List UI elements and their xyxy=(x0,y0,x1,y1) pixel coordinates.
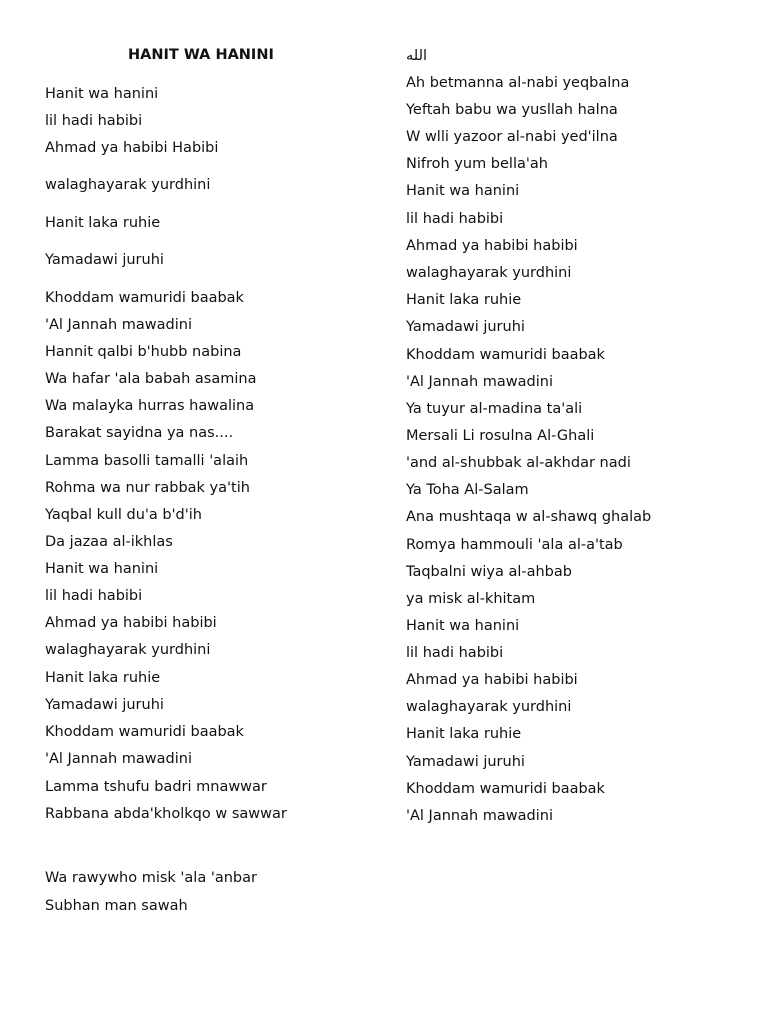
lyric-line: Wa rawywho misk 'ala 'anbar xyxy=(45,870,257,886)
lyric-line: lil hadi habibi xyxy=(406,645,504,661)
lyric-line: Lamma tshufu badri mnawwar xyxy=(45,779,267,795)
lyric-line: lil hadi habibi xyxy=(406,211,504,227)
lyric-line: Yaqbal kull du'a b'd'ih xyxy=(45,507,202,523)
lyric-line: Yeftah babu wa yusllah halna xyxy=(406,102,618,118)
lyric-line: Rabbana abda'kholkqo w sawwar xyxy=(45,806,287,822)
lyric-line: Yamadawi juruhi xyxy=(406,754,525,770)
lyric-line: Barakat sayidna ya nas.... xyxy=(45,425,234,441)
lyric-line: Ahmad ya habibi habibi xyxy=(45,615,217,631)
lyric-line: Ahmad ya habibi habibi xyxy=(406,672,578,688)
lyric-line: Ah betmanna al-nabi yeqbalna xyxy=(406,75,630,91)
lyric-line: Ahmad ya habibi habibi xyxy=(406,238,578,254)
lyric-line: Yamadawi juruhi xyxy=(45,697,164,713)
arabic-heading: الله xyxy=(406,48,428,64)
lyric-line: Rohma wa nur rabbak ya'tih xyxy=(45,480,250,496)
lyric-line: Nifroh yum bella'ah xyxy=(406,156,548,172)
lyric-line: Hanit laka ruhie xyxy=(406,726,522,742)
lyric-line: Hannit qalbi b'hubb nabina xyxy=(45,344,242,360)
song-title: HANIT WA HANINI xyxy=(128,47,274,63)
lyric-line: ya misk al-khitam xyxy=(406,591,536,607)
lyric-line: Wa hafar 'ala babah asamina xyxy=(45,371,257,387)
lyric-line: 'Al Jannah mawadini xyxy=(406,808,553,824)
lyric-line: Khoddam wamuridi baabak xyxy=(406,347,605,363)
lyric-line: W wlli yazoor al-nabi yed'ilna xyxy=(406,129,618,145)
lyric-line: Lamma basolli tamalli 'alaih xyxy=(45,453,249,469)
lyric-line: Yamadawi juruhi xyxy=(406,319,525,335)
lyric-line: Hanit laka ruhie xyxy=(45,215,161,231)
lyric-line: Hanit laka ruhie xyxy=(406,292,522,308)
lyric-line: Ahmad ya habibi Habibi xyxy=(45,140,219,156)
lyric-line: walaghayarak yurdhini xyxy=(406,699,572,715)
lyric-line: Khoddam wamuridi baabak xyxy=(45,290,244,306)
lyric-line: lil hadi habibi xyxy=(45,588,143,604)
lyric-line: Hanit wa hanini xyxy=(45,86,159,102)
lyric-line: Yamadawi juruhi xyxy=(45,252,164,268)
lyric-line: Taqbalni wiya al-ahbab xyxy=(406,564,572,580)
lyric-line: Mersali Li rosulna Al-Ghali xyxy=(406,428,595,444)
lyric-line: walaghayarak yurdhini xyxy=(406,265,572,281)
lyric-line: Ana mushtaqa w al-shawq ghalab xyxy=(406,509,652,525)
lyric-line: Ya tuyur al-madina ta'ali xyxy=(406,401,583,417)
lyric-line: lil hadi habibi xyxy=(45,113,143,129)
lyric-line: walaghayarak yurdhini xyxy=(45,177,211,193)
lyric-line: Da jazaa al-ikhlas xyxy=(45,534,173,550)
lyric-line: 'Al Jannah mawadini xyxy=(406,374,553,390)
lyric-line: Romya hammouli 'ala al-a'tab xyxy=(406,537,623,553)
lyric-line: 'and al-shubbak al-akhdar nadi xyxy=(406,455,631,471)
lyric-line: Ya Toha Al-Salam xyxy=(406,482,529,498)
lyric-line: Hanit laka ruhie xyxy=(45,670,161,686)
lyric-line: 'Al Jannah mawadini xyxy=(45,317,192,333)
lyric-line: 'Al Jannah mawadini xyxy=(45,751,192,767)
lyric-line: Hanit wa hanini xyxy=(406,618,520,634)
lyric-line: Khoddam wamuridi baabak xyxy=(45,724,244,740)
lyric-line: Subhan man sawah xyxy=(45,898,188,914)
lyric-line: Hanit wa hanini xyxy=(406,183,520,199)
lyric-line: Hanit wa hanini xyxy=(45,561,159,577)
lyric-line: walaghayarak yurdhini xyxy=(45,642,211,658)
lyric-line: Wa malayka hurras hawalina xyxy=(45,398,255,414)
lyric-line: Khoddam wamuridi baabak xyxy=(406,781,605,797)
